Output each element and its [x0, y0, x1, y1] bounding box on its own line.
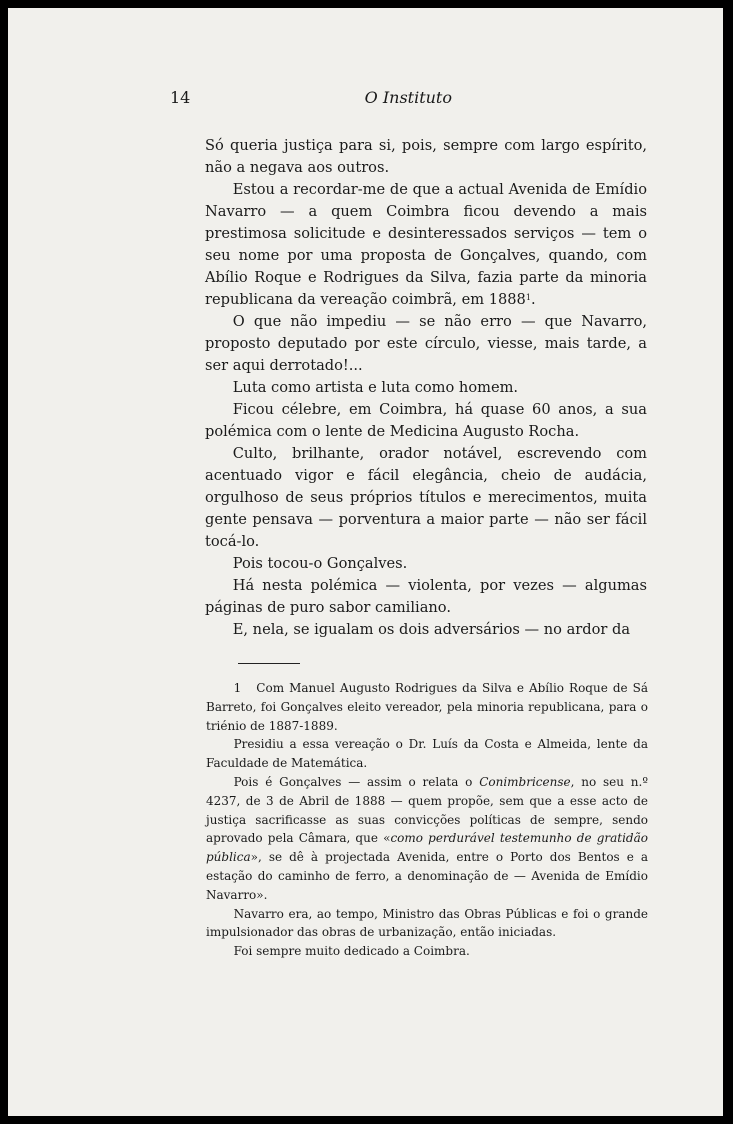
footnote-text: , no seu n.º 4237, de 3 de Abril de 1888 — quem propõe, sem que a esse acto de justiça sacrificasse as suas convicções políticas de sempre, sendo aprovado pela Câmara, que «: [206, 774, 648, 846]
footnote: Navarro era, ao tempo, Ministro das Obras Públicas e foi o grande impulsionador das obras de urbanização, então iniciadas.: [206, 906, 648, 940]
paragraph-end: .: [530, 291, 536, 308]
footnote-marker: 1: [233, 681, 242, 695]
footnote: [206, 679, 648, 735]
newspaper-name: Conimbricense: [479, 774, 571, 789]
footnote: Presidiu a essa vereação o Dr. Luís da Costa e Almeida, lente da Faculdade de Matemática.: [206, 737, 648, 771]
paragraph: Há nesta polémica — violenta, por vezes — algumas páginas de puro sabor camiliano.: [205, 577, 647, 616]
footnote: [206, 773, 648, 905]
book-page: [8, 8, 723, 1116]
paragraph: Luta como artista e luta como homem.: [232, 379, 519, 396]
footnotes: [206, 679, 648, 961]
paragraph: Ficou célebre, em Coimbra, há quase 60 anos, a sua polémica com o lente de Medicina Augusto Rocha.: [205, 401, 647, 440]
main-text: [205, 135, 647, 641]
footnote-text: Com Manuel Augusto Rodrigues da Silva e Abílio Roque de Sá Barreto, foi Gonçalves eleito vereador, pela minoria republicana, para o triénio de 1887-1889.: [206, 681, 648, 733]
paragraph: Pois tocou-o Gonçalves.: [232, 555, 408, 572]
footnote: Foi sempre muito dedicado a Coimbra.: [233, 944, 470, 959]
paragraph: Culto, brilhante, orador notável, escrevendo com acentuado vigor e fácil elegância, cheio de audácia, orgulhoso de seus próprios títulos e merecimentos, muita gente pensava — porventura a maior parte — não ser fácil tocá-lo.: [205, 445, 647, 550]
paragraph-text: Estou a recordar-me de que a actual Avenida de Emídio Navarro — a quem Coimbra ficou devendo a mais prestimosa solicitude e desinteressados serviços — tem o seu nome por uma proposta de Gonçalves, quando, com Abílio Roque e Rodrigues da Silva, fazia parte da minoria republicana da vereação coimbrã, em 1888: [205, 181, 647, 308]
quotation: como perdurável testemunho de gratidão pública: [206, 831, 648, 865]
footnote-divider: [238, 663, 300, 664]
paragraph: E, nela, se igualam os dois adversários — no ardor da: [232, 621, 631, 638]
paragraph: [205, 179, 647, 311]
footnote-text: », se dê à projectada Avenida, entre o Porto dos Bentos e a estação do caminho de ferro, a denominação de — Avenida de Emídio Navarro».: [206, 850, 648, 902]
running-title: O Instituto: [364, 88, 452, 107]
footnote-text: Pois é Gonçalves — assim o relata o: [233, 774, 480, 789]
paragraph: Só queria justiça para si, pois, sempre com largo espírito, não a negava aos outros.: [205, 137, 647, 176]
page-number: 14: [170, 88, 191, 107]
footnote-reference: 1: [525, 293, 531, 302]
paragraph: O que não impediu — se não erro — que Navarro, proposto deputado por este círculo, viesse, mais tarde, a ser aqui derrotado!...: [205, 313, 647, 374]
